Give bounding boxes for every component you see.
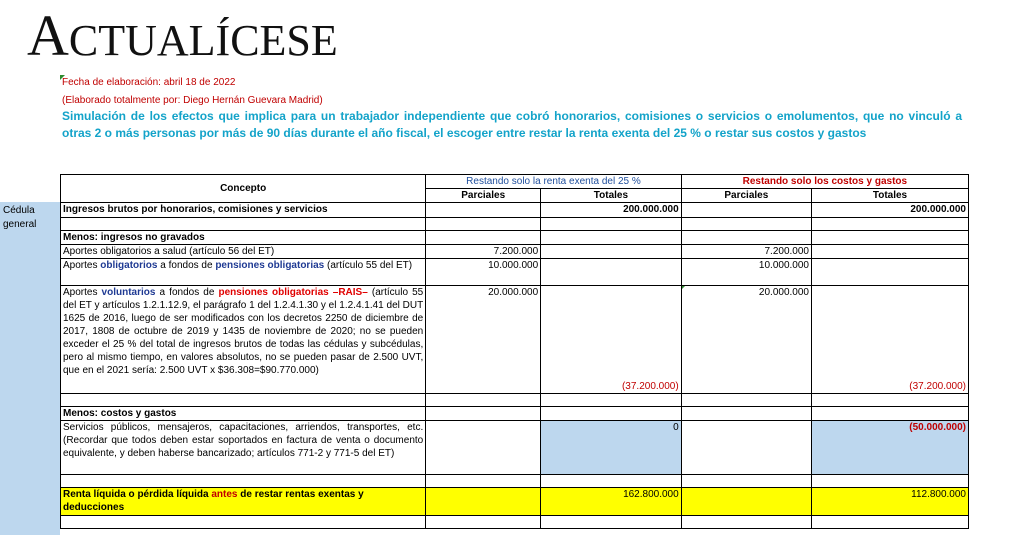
total-b-ingresos: 200.000.000 [811, 203, 968, 218]
table-row [61, 407, 969, 421]
row-label-salud: Aportes obligatorios a salud (artículo 56 del ET) [61, 245, 426, 259]
parcial-b-pension: 10.000.000 [681, 259, 811, 286]
elaboration-date: Fecha de elaboración: abril 18 de 2022 [62, 77, 236, 88]
total-a-renta-liquida: 162.800.000 [541, 488, 682, 516]
header-concepto: Concepto [61, 175, 426, 203]
total-b-renta-liquida: 112.800.000 [811, 488, 968, 516]
table-row [61, 286, 969, 394]
row-label-pension-obligatoria: Aportes obligatorios a fondos de pensiones obligatorias (artículo 55 del ET) [61, 259, 426, 286]
side-label-cedula-general: Cédula general [3, 205, 37, 230]
table-row-spacer [61, 394, 969, 407]
row-label-aportes-voluntarios: Aportes voluntarios a fondos de pensiones obligatorias –RAIS– (artículo 55 del ET y artículos 1.2.1.12.9, el parágrafo 1 del 1.2.4.1.30 y el 1.2.4.1.41 del DUT 1625 de 2016, luego de ser modificados con los decretos 2250 de diciembre de 2017, 1808 de octubre de 2019 y 1435 de noviembre de 2020; no se pueden exceder el 25 % del total de ingresos brutos de todas las cédulas y subcédulas, pero al mismo tiempo, en valores absolutos, no se pueden pasar de 2.500 UVT, que en el 2021 sería: 2.500 UVT x $36.308=$90.770.000) [61, 286, 426, 394]
author-line: (Elaborado totalmente por: Diego Hernán Guevara Madrid) [62, 95, 323, 106]
document-title: Simulación de los efectos que implica para un trabajador independiente que cobró honorarios, comisiones o servicios o emolumentos, que no vinculó a otras 2 o más personas por más de 90 días durante el año fiscal, el escoger entre restar la renta exenta del 25 % o restar sus costos y gastos [62, 109, 962, 140]
row-label-renta-liquida: Renta líquida o pérdida líquida antes de restar rentas exentas y deducciones [61, 488, 426, 516]
cell [681, 203, 811, 218]
table-row-spacer [61, 475, 969, 488]
total-b-costos: (50.000.000) [811, 421, 968, 475]
simulation-table [60, 174, 969, 529]
total-a-costos: 0 [541, 421, 682, 475]
parcial-b-salud: 7.200.000 [681, 245, 811, 259]
table-row-spacer [61, 516, 969, 529]
side-column [0, 202, 60, 535]
header-parciales-b: Parciales [681, 189, 811, 203]
total-b-no-gravados: (37.200.000) [811, 286, 968, 394]
cell [426, 488, 541, 516]
cell [681, 488, 811, 516]
parcial-a-salud: 7.200.000 [426, 245, 541, 259]
row-label-costos-head: Menos: costos y gastos [61, 407, 426, 421]
table-row [61, 231, 969, 245]
header-group-renta-exenta: Restando solo la renta exenta del 25 % [426, 175, 681, 189]
header-parciales-a: Parciales [426, 189, 541, 203]
table-row [61, 488, 969, 516]
row-label-costos: Servicios públicos, mensajeros, capacitaciones, arriendos, transportes, etc. (Recordar que todos deben estar soportados en factura de venta o documento equivalente, y deben haberse bancarizado; artículos 771-2 y 771-5 del ET) [61, 421, 426, 475]
actualicese-logo: ACTUALÍCESE [27, 3, 338, 68]
parcial-a-voluntarios: 20.000.000 [426, 286, 541, 394]
header-group-costos-gastos: Restando solo los costos y gastos [681, 175, 968, 189]
row-label-ingresos: Ingresos brutos por honorarios, comisiones y servicios [61, 203, 426, 218]
table-row [61, 259, 969, 286]
header-totales-a: Totales [541, 189, 682, 203]
total-a-ingresos: 200.000.000 [541, 203, 682, 218]
table-row [61, 245, 969, 259]
parcial-a-pension: 10.000.000 [426, 259, 541, 286]
table-row [61, 421, 969, 475]
table-row [61, 203, 969, 218]
header-totales-b: Totales [811, 189, 968, 203]
parcial-b-voluntarios: 20.000.000 [681, 286, 811, 394]
total-a-no-gravados: (37.200.000) [541, 286, 682, 394]
row-label-no-gravados: Menos: ingresos no gravados [61, 231, 426, 245]
cell [426, 203, 541, 218]
table-row-spacer [61, 218, 969, 231]
